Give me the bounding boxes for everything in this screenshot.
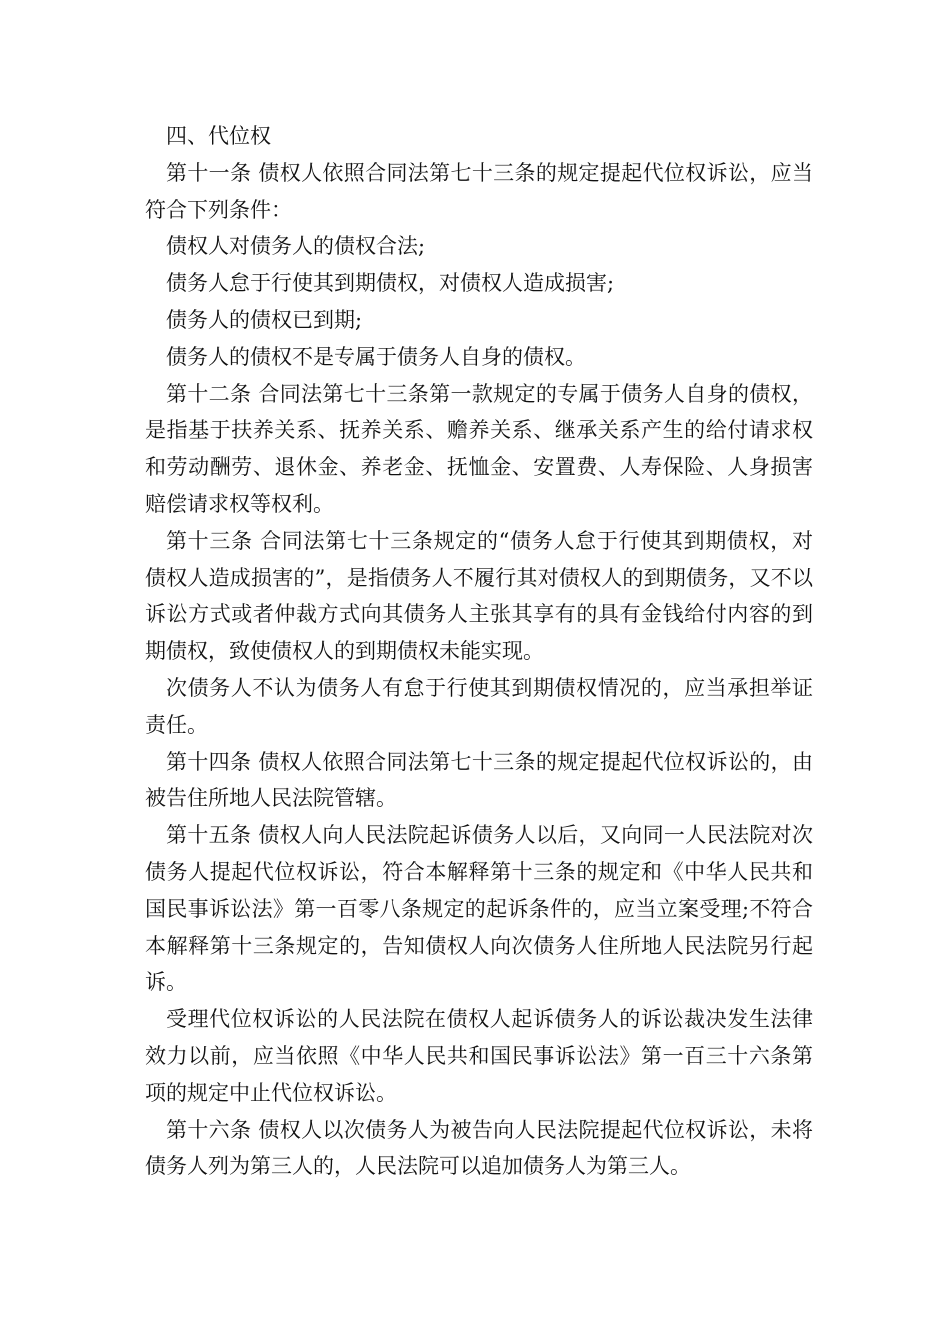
article-16: 第十六条 债权人以次债务人为被告向人民法院提起代位权诉讼，未将债务人列为第三人的，人民法院可以追加债务人为第三人。 bbox=[145, 1117, 813, 1179]
condition-3: 债务人的债权已到期; bbox=[166, 307, 363, 332]
condition-4: 债务人的债权不是专属于债务人自身的债权。 bbox=[166, 344, 586, 369]
article-14: 第十四条 债权人依照合同法第七十三条的规定提起代位权诉讼的，由被告住所地人民法院管辖。 bbox=[145, 749, 813, 811]
document-body bbox=[145, 118, 813, 1185]
condition-1: 债权人对债务人的债权合法; bbox=[166, 234, 426, 259]
article-13-burden-of-proof: 次债务人不认为债务人有怠于行使其到期债权情况的，应当承担举证责任。 bbox=[145, 675, 813, 737]
article-11: 第十一条 债权人依照合同法第七十三条的规定提起代位权诉讼，应当符合下列条件： bbox=[145, 160, 813, 222]
section-heading: 四、代位权 bbox=[166, 124, 271, 148]
article-12: 第十二条 合同法第七十三条第一款规定的专属于债务人自身的债权，是指基于扶养关系、抚养关系、赡养关系、继承关系产生的给付请求权和劳动酬劳、退休金、养老金、抚恤金、安置费、人寿保险、人身损害赔偿请求权等权利。 bbox=[145, 381, 813, 516]
article-15-suspension: 受理代位权诉讼的人民法院在债权人起诉债务人的诉讼裁决发生法律效力以前，应当依照《中华人民共和国民事诉讼法》第一百三十六条第项的规定中止代位权诉讼。 bbox=[145, 1007, 813, 1105]
article-13: 第十三条 合同法第七十三条规定的“债务人怠于行使其到期债权，对债权人造成损害的”，是指债务人不履行其对债权人的到期债务，又不以诉讼方式或者仲裁方式向其债务人主张其享有的具有金钱给付内容的到期债权，致使债权人的到期债权未能实现。 bbox=[145, 528, 813, 664]
condition-2: 债务人怠于行使其到期债权，对债权人造成损害; bbox=[166, 271, 615, 296]
article-15: 第十五条 债权人向人民法院起诉债务人以后，又向同一人民法院对次债务人提起代位权诉讼，符合本解释第十三条的规定和《中华人民共和国民事诉讼法》第一百零八条规定的起诉条件的，应当立案受理;不符合本解释第十三条规定的，告知债权人向次债务人住所地人民法院另行起诉。 bbox=[145, 823, 813, 995]
